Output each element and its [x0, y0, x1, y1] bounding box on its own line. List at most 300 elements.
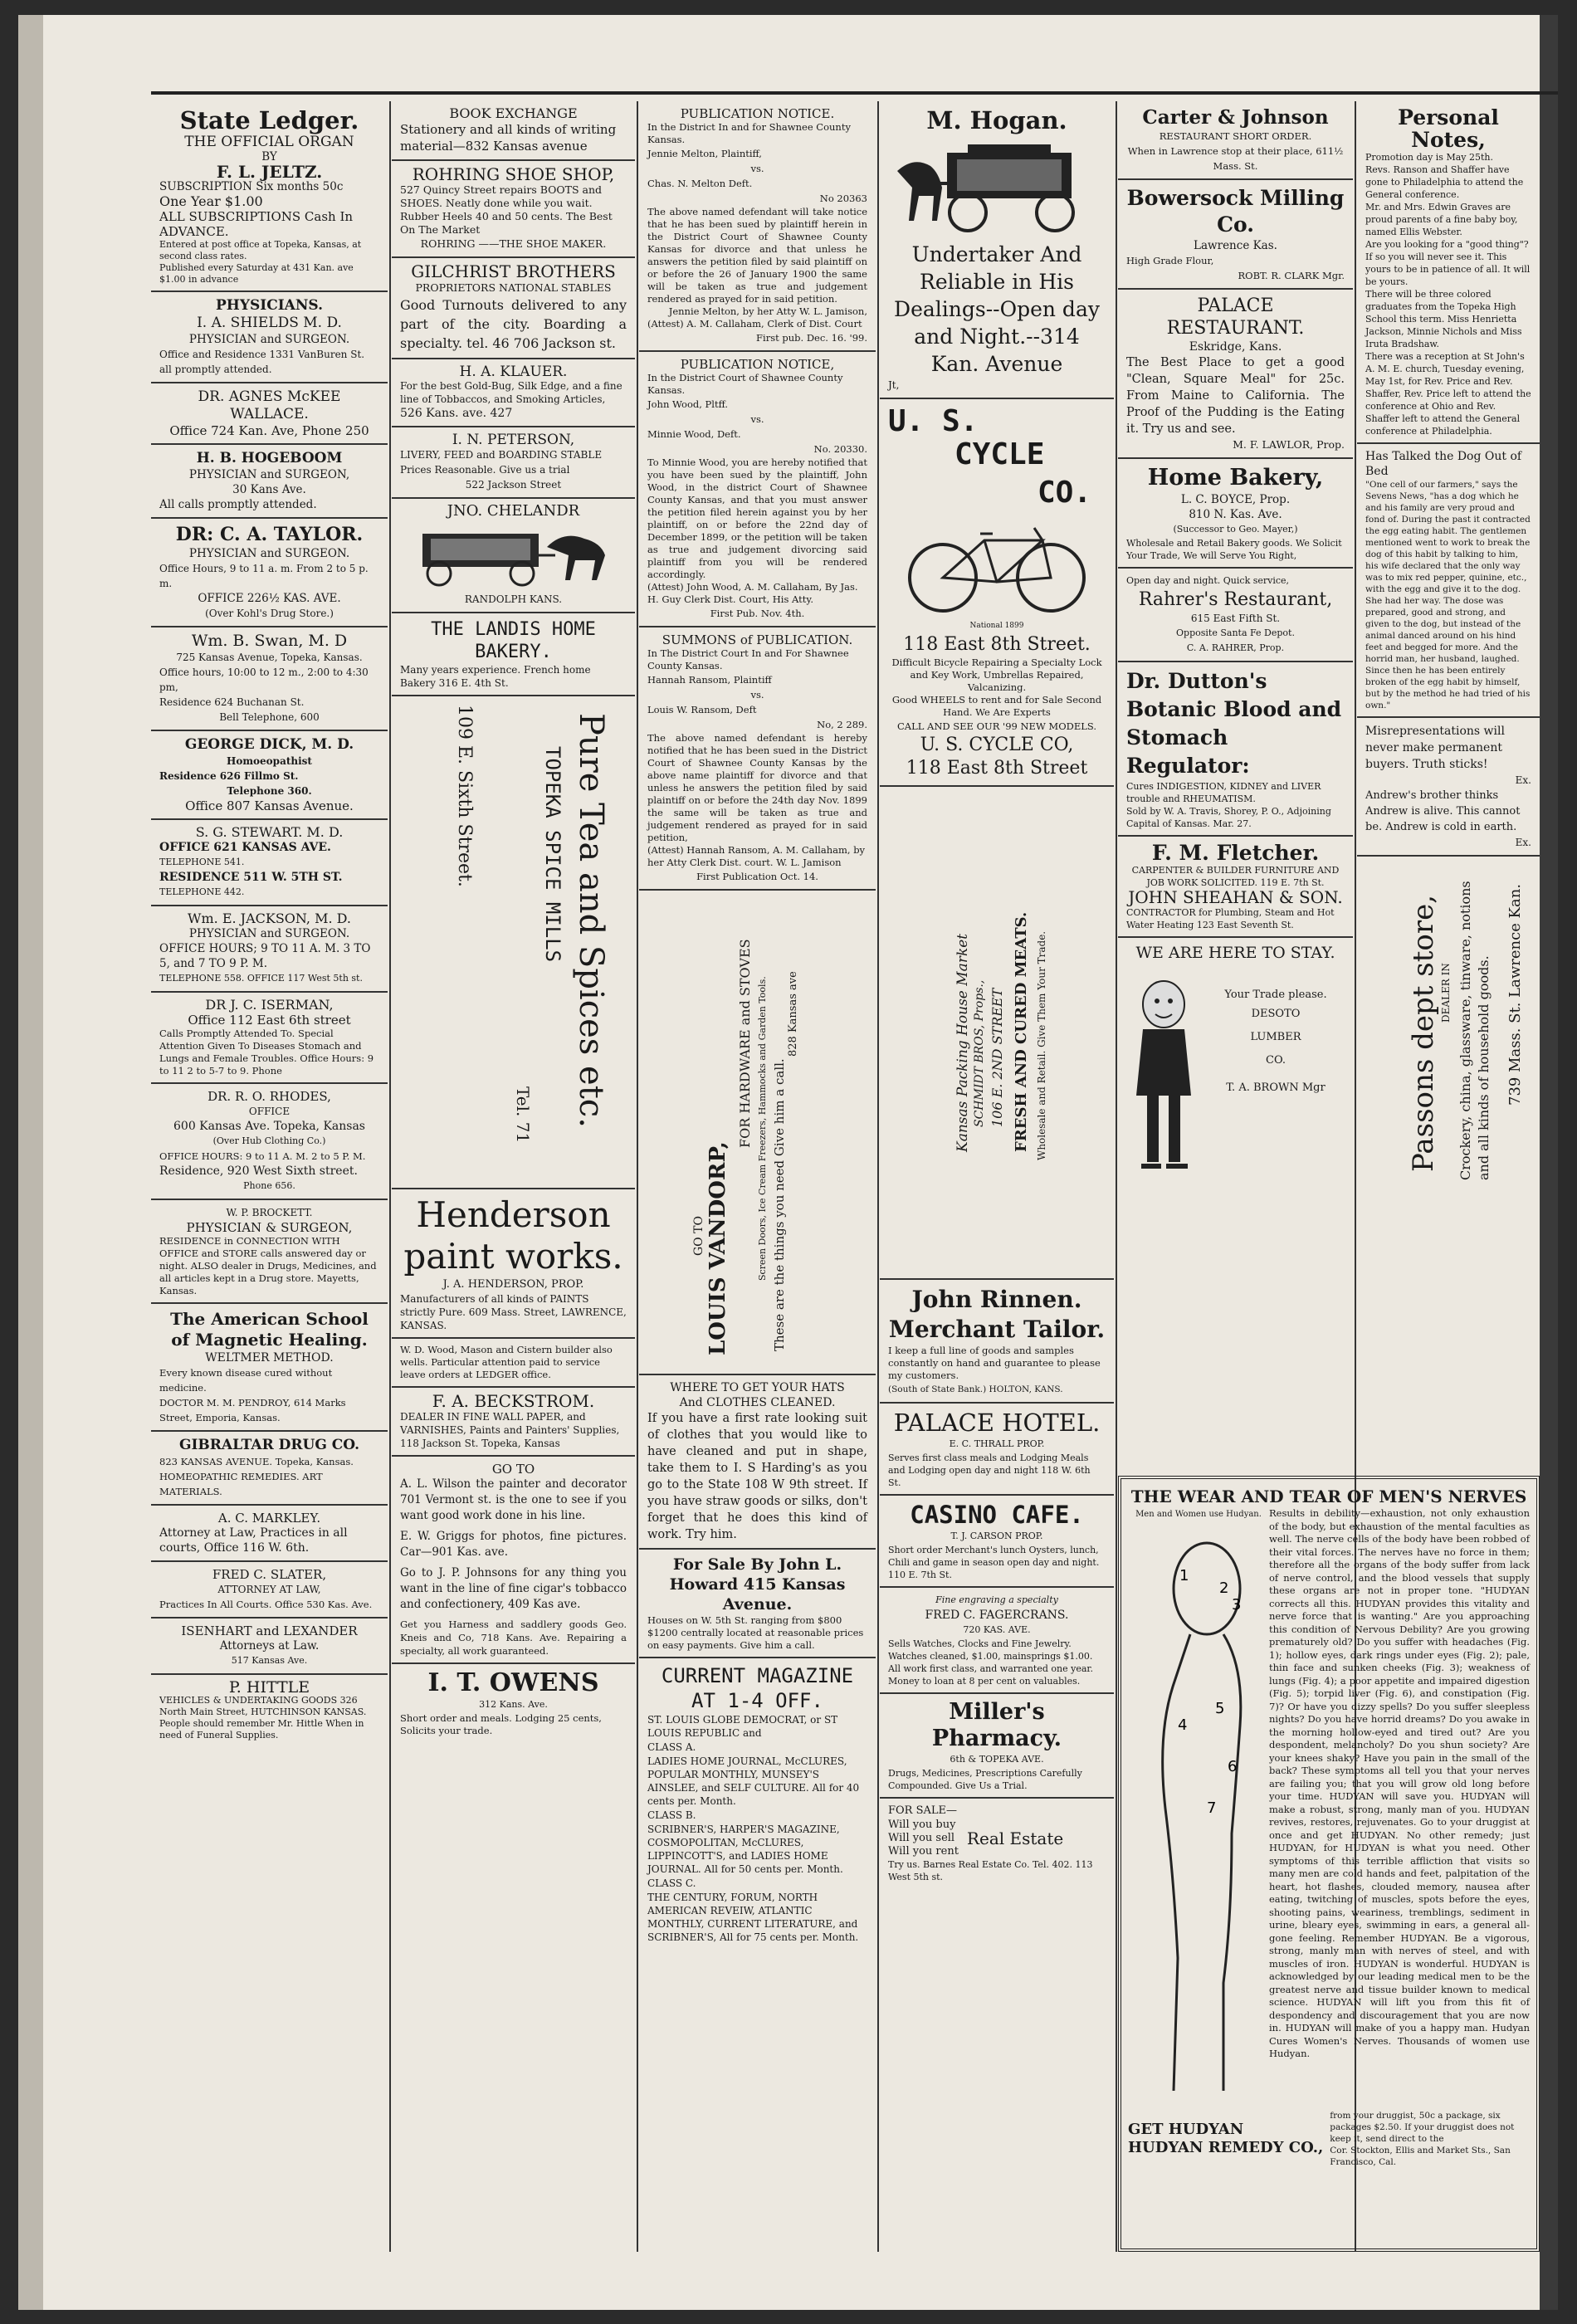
ad-casino — [880, 1496, 1114, 1588]
ad-text: Difficult Bicycle Repairing a Specialty Lock and Key Work, Umbrellas Repaired, Valcanizing. — [891, 657, 1102, 693]
ad-text: FOR HARDWARE and STOVES — [737, 939, 753, 1148]
ad-text: Prices Reasonable. Give us a trial — [400, 464, 570, 476]
note-text: Revs. Ranson and Shaffer have gone to Philadelphia to attend the General conference. — [1365, 164, 1524, 200]
ad-title: LIVERY, FEED and BOARDING STABLE — [400, 449, 603, 461]
ad-name: PALACE HOTEL. — [893, 1409, 1101, 1437]
ad-name: W. P. BROCKETT. — [226, 1207, 313, 1218]
ad-text: 823 KANSAS AVENUE. Topeka, Kansas. HOMEOPATHIC REMEDIES. ART MATERIALS. — [159, 1456, 354, 1497]
ad-name: F. M. Fletcher. — [1151, 841, 1320, 865]
ad-name: FRED C. SLATER, — [212, 1567, 327, 1582]
notice-text: First pub. Dec. 16. '99. — [756, 332, 867, 344]
ad-text: LUMBER — [1250, 1031, 1301, 1043]
ad-name: CASINO CAFE. — [910, 1501, 1084, 1529]
ad-name: F. A. BECKSTROM. — [432, 1391, 595, 1411]
notice-head: PUBLICATION NOTICE. — [680, 106, 835, 121]
ad-name: I. A. SHIELDS M. D. — [197, 315, 342, 331]
fig-label: 4 — [1178, 1716, 1188, 1734]
notice-text: Louis W. Ransom, Deft — [647, 704, 757, 715]
subs-line: SUBSCRIPTION Six months 50c — [159, 180, 344, 193]
ad-title: PHYSICIAN and SURGEON. — [188, 547, 350, 560]
ad-text: RESIDENCE 511 W. 5TH ST. — [159, 871, 343, 884]
ad-text: Go to J. P. Johnsons for any thing you want in the line of fine cigar's tobbacco and confectionery, 409 Kas ave. — [400, 1566, 627, 1611]
ad-name: ROHRING SHOE SHOP, — [412, 164, 615, 184]
ad-dick — [151, 731, 388, 820]
masthead — [151, 101, 388, 292]
notice-text: Minnie Wood, Deft. — [647, 428, 741, 440]
ad-passons — [1357, 857, 1540, 1199]
hearse-illustration — [889, 138, 1105, 237]
ad-text: A. L. Wilson the painter and decorator 701 Vermont st. is the one to see if you want good work done in his line. — [400, 1477, 627, 1522]
ad-name: Dr. Dutton's Botanic Blood and Stomach Regulator: — [1126, 669, 1342, 778]
ad-name: GET HUDYAN — [1128, 2121, 1244, 2138]
ad-text: RESIDENCE in CONNECTION WITH OFFICE and STORE calls answered day or night. ALSO dealer in Drugs, Medicines, and all articles kept in a Drug store. Mayetts, Kansas. — [159, 1235, 377, 1296]
note-text: There was a reception at St John's A. M. E. church, Tuesday evening, May 1st, for Rev. Price and Rev. Shaffer, Rev. Price left to attend the conference at Ohio and Rev. Shaffer left to attend the General conference at Philadelphia. — [1365, 351, 1531, 437]
ad-text: Office 724 Kan. Ave, Phone 250 — [169, 423, 369, 438]
ad-text: Cor. Stockton, Ellis and Market Sts., San Francisco, Cal. — [1330, 2146, 1511, 2167]
ad-text: 106 E. 2ND STREET — [989, 988, 1005, 1127]
hudyan-footer — [1128, 2110, 1530, 2168]
ad-text: 720 KAS. AVE. — [963, 1624, 1031, 1635]
ad-text: L. C. BOYCE, Prop. — [1180, 493, 1291, 506]
ad-text: 312 Kans. Ave. — [479, 1699, 548, 1710]
realestate-row — [888, 1819, 1106, 1858]
notice-text: In The District Court In and For Shawnee County Kansas. — [647, 647, 849, 671]
ad-text: 6th & TOPEKA AVE. — [950, 1754, 1044, 1765]
ad-text: Residence 626 Fillmo St. — [159, 770, 299, 782]
ad-text: High Grade Flour, — [1126, 255, 1214, 266]
ad-name: Bowersock Milling Co. — [1126, 186, 1345, 237]
hearse-illustration — [406, 522, 622, 588]
ad-title: And CLOTHES CLEANED. — [679, 1396, 836, 1409]
ad-text: CLASS C. — [647, 1877, 696, 1889]
masthead-title: State Ledger. — [179, 106, 359, 134]
ad-text: (Successor to Geo. Mayer,) — [1173, 524, 1298, 535]
note-text: Andrew's brother thinks Andrew is alive. This cannot be. Andrew is cold in earth. — [1365, 789, 1521, 833]
ad-name: M. Hogan. — [926, 106, 1067, 134]
notice-ransom — [639, 627, 876, 891]
ad-caption: National 1899 — [969, 622, 1024, 630]
ad-name: JNO. CHELANDR — [447, 502, 580, 520]
ad-title: RESTAURANT SHORT ORDER. — [1159, 130, 1312, 142]
ad-text: I keep a full line of goods and samples constantly on hand and guarantee to please my customers. — [888, 1345, 1101, 1381]
ad-markley — [151, 1506, 388, 1562]
ad-rhodes — [151, 1084, 388, 1200]
ad-title: PHYSICIAN and SURGEON. — [188, 333, 350, 346]
ad-name: Passons dept store, — [1407, 894, 1440, 1172]
ad-goto — [392, 1457, 635, 1664]
notice-text: Jennie Melton, Plaintiff, — [647, 148, 762, 159]
ad-text: TELEPHONE 558. OFFICE 117 West 5th st. — [159, 973, 363, 984]
ad-text: The Best Place to get a good "Clean, Square Meal" for 25c. From Maine to California. The Proof of the Pudding is the Eating it. Try us and see. — [1126, 356, 1345, 436]
notice-text: Chas. N. Melton Deft. — [647, 178, 753, 189]
ad-text: 600 Kansas Ave. Topeka, Kansas — [173, 1120, 365, 1133]
ad-landis — [392, 613, 635, 696]
notice-text: To Minnie Wood, you are hereby notified that you have been sued by the plaintiff, John Wood, in the district Court of Shawnee County Kansas, and that you must answer the petition filed herein against you by her plaintiff, on or before the 22nd day of December 1899, or the petition will be taken as true and judgement divorcing said plaintiff from you will be rendered accordingly. — [647, 456, 867, 580]
ad-title: T. J. CARSON PROP. — [950, 1531, 1043, 1541]
section-head: Has Talked the Dog Out of Bed — [1365, 450, 1522, 478]
fig-label: 1 — [1179, 1567, 1189, 1584]
ad-brockett — [151, 1200, 388, 1304]
notice-text: vs. — [750, 163, 764, 174]
notice-melton — [639, 101, 876, 352]
ad-name: U. S. — [888, 404, 979, 438]
ad-stewart — [151, 820, 388, 906]
column-rule — [877, 101, 879, 2252]
ad-text: Telephone 360. — [227, 785, 312, 797]
ad-text: Wholesale and Retail. Give Them Your Trade. — [1036, 930, 1047, 1160]
ad-text: Get you Harness and saddlery goods Geo. Kneis and Co, 718 Kans. Ave. Repairing a specialty, all work guaranteed. — [400, 1618, 627, 1657]
ad-text: DOCTOR M. M. PENDROY, 614 Marks Street, Emporia, Kansas. — [159, 1397, 346, 1423]
subs-line: One Year $1.00 — [159, 193, 263, 209]
notice-text: In the District Court of Shawnee County Kansas. — [647, 372, 843, 396]
ad-text: (Over Kohl's Drug Store.) — [205, 608, 334, 619]
ad-title: PHYSICIAN & SURGEON, — [186, 1220, 353, 1235]
ad-text: T. A. BROWN Mgr — [1226, 1081, 1326, 1094]
ad-text: 109 E. Sixth Street. — [454, 705, 475, 887]
ad-dutton — [1118, 662, 1353, 837]
ad-text: 725 Kansas Avenue, Topeka, Kansas. — [176, 652, 363, 663]
note-text: There will be three colored graduates from the Topeka High School this term. Miss Henrietta Jackson, Minnie Nichols and Miss Iruta Bradshaw. — [1365, 289, 1522, 349]
note-text: Promotion day is May 25th. — [1365, 152, 1493, 163]
ad-cycle — [880, 399, 1114, 787]
notice-text: (Attest) Hannah Ransom, A. M. Callaham, by her Atty Clerk Dist. court. W. L. Jamison — [647, 844, 866, 868]
ad-text: 526 Kans. ave. 427 — [400, 407, 513, 420]
ad-name: DR J. C. ISERMAN, — [205, 997, 334, 1013]
ad-text: from your druggist, 50c a package, six packages $2.50. If your druggist does not keep it, send direct to the — [1330, 2111, 1515, 2144]
notice-text: (Attest) John Wood, A. M. Callaham, By Jas. H. Guy Clerk Dist. Court, His Atty. — [647, 581, 858, 605]
ad-carter — [1118, 101, 1353, 180]
note-text: Ex. — [1515, 837, 1531, 848]
ad-text: DEALER IN — [1440, 963, 1452, 1023]
cycle-heading — [888, 404, 1106, 512]
ad-school — [151, 1304, 388, 1432]
ad-text: Eskridge, Kans. — [1189, 340, 1282, 354]
ad-text: Office Hours, 9 to 11 a. m. From 2 to 5 p. m. — [159, 563, 369, 589]
ad-text: 527 Quincy Street repairs BOOTS and SHOES. Neatly done while you wait. Rubber Heels 40 and 50 cents. The Best On The Market — [400, 183, 613, 236]
note-text: Ex. — [1515, 774, 1531, 786]
ad-text: 517 Kansas Ave. — [231, 1655, 308, 1666]
ad-text: Good WHEELS to rent and for Sale Second Hand. We Are Experts — [891, 694, 1102, 718]
ad-chelandr — [392, 499, 635, 613]
ad-name: LOUIS VANDORP, — [706, 1141, 730, 1355]
ad-tea — [392, 696, 635, 1189]
ad-text: 118 East 8th Street — [906, 758, 1088, 779]
ad-palace-hotel — [880, 1404, 1114, 1496]
ad-desoto — [1118, 938, 1353, 1197]
ad-name: S. G. STEWART. M. D. — [195, 824, 344, 840]
section-head: PHYSICIANS. — [215, 297, 323, 314]
ad-hudyan — [1118, 1476, 1540, 2252]
ad-text: Tel. 71 — [513, 1086, 533, 1144]
column-3 — [639, 101, 876, 2252]
notice-text: (Attest) A. M. Callaham, Clerk of Dist. Court — [647, 318, 862, 330]
ad-text: 615 East Fifth St. — [1190, 613, 1281, 624]
man-illustration — [1126, 979, 1201, 1179]
ad-text: (South of State Bank.) HOLTON, KANS. — [888, 1384, 1063, 1394]
fig-label: 6 — [1228, 1758, 1238, 1775]
ad-text: CARPENTER & BUILDER FURNITURE AND JOB WORK SOLICITED. 119 E. 7th St. — [1131, 865, 1340, 888]
ad-name: CURRENT MAGAZINE AT 1-4 OFF. — [661, 1664, 854, 1712]
ad-text: Office 807 Kansas Avenue. — [185, 798, 354, 813]
ad-text: Practices In All Courts. Office 530 Kas. Ave. — [159, 1599, 373, 1610]
ad-text: OFFICE HOURS: 9 to 11 A. M. 2 to 5 P. M. — [159, 1150, 366, 1162]
ad-text: LADIES HOME JOURNAL, McCLURES, POPULAR MONTHLY, MUNSEY'S AINSLEE, and SELF CULTURE. All for 40 cents per. Month. — [647, 1755, 860, 1807]
hudyan-body — [1128, 1507, 1530, 2107]
ad-name: H. A. KLAUER. — [459, 364, 568, 380]
ad-text: OFFICE 621 KANSAS AVE. — [159, 841, 331, 854]
hudyan-text — [1269, 1507, 1530, 2107]
ad-text: SCHMIDT BROS, Props., — [973, 979, 986, 1127]
ad-text: THE CENTURY, FORUM, NORTH AMERICAN REVEIW, ATLANTIC MONTHLY, CURRENT LITERATURE, and SCRIBNER'S, All for 75 cents per. Month. — [647, 1892, 859, 1943]
ad-jackson — [151, 906, 388, 993]
ad-packing — [880, 787, 1114, 1280]
ad-text: CONTRACTOR for Plumbing, Steam and Hot Water Heating 123 East Seventh St. — [1126, 907, 1335, 930]
ad-henderson — [392, 1189, 635, 1339]
ad-title: PHYSICIAN and SURGEON, — [188, 468, 350, 481]
ad-name: Kansas Packing House Market — [954, 933, 971, 1152]
subs-line: Published every Saturday at 431 Kan. ave $1.00 in advance — [159, 262, 354, 285]
ad-text: (Over Hub Clothing Co.) — [212, 1135, 326, 1146]
ad-text: OFFICE HOURS; 9 TO 11 A. M. 3 TO 5, and 7 TO 9 P. M. — [159, 942, 371, 970]
ad-text: Lawrence Kas. — [1194, 239, 1277, 252]
ad-rinnen — [880, 1280, 1114, 1404]
ad-realestate — [880, 1799, 1114, 1888]
ad-text: All calls promptly attended. — [159, 498, 317, 511]
ad-text: Cures INDIGESTION, KIDNEY and LIVER trouble and RHEUMATISM. — [1126, 781, 1321, 804]
ad-name: FRED C. FAGERCRANS. — [925, 1609, 1069, 1622]
ad-text: Results in debility—exhaustion, not only exhaustion of the body, but exhaustion of the mental faculties as well. The nerve cells of the body have been robbed of their vital forces. The nerves have no force in them; therefore all the organs of the body suffer from lack of nerve control, and the blood vessels that supply these organs are not in proper tone. "HUDYAN corrects all this. HUDYAN provides this vitality and nerve force that is wanting." Are you approaching this condition of Nervous Debility? Are you growing prematurely old? Do you suffer with headaches (Fig. 1); hollow eyes, dark rings under eyes (Fig. 2); pale, thin face and sunken cheeks (Fig. 3); weakness of lungs (Fig. 4); a poor appetite and impaired digestion (Fig. 5); torpid liver (Fig. 6), and constipation (Fig. 7)? Or have you dizzy spells? Do you suffer sleepless nights? Do you have horrid dreams? Do you awake in the morning hollow-eyed and tired out? Are you despondent, melancholy? Do you shun society? Are your knees shaky? Have you pain in the small of the back? These symptoms all tell you that your nerves are failing you; that you will grow old long before your time. HUDYAN will save you. HUDYAN will make a robust, strong, manly man of you. HUDYAN revives, restores, rejuvenates. Go to your druggist at once and get HUDYAN. No other remedy; just HUDYAN, for HUDYAN is what you need. Other symptoms of this terrible affliction that visits so many men are cold hands and feet, palpitation of the heart, hot flashes, clouded memory, nausea after eating, twitching of muscles, spots before the eyes, shooting pains, weariness, tremblings, sediment in urine, bleary eyes, swimming in ears, a general all-gone feeling. Remember HUDYAN. Be a vigorous, strong, manly man with nerves of steel, and with muscles of iron. HUDYAN is wonderful. HUDYAN is acknowledged by our leading medical men to be the greatest nerve and tissue builder known to medical science. HUDYAN will lift you from this fit of despondency and discouragement that you are now in. HUDYAN will make of you a happy man. Hudyan Cures Women's Nerves. Thousands of women use Hudyan. — [1269, 1507, 1530, 2059]
ad-title: E. C. THRALL PROP. — [949, 1438, 1045, 1449]
ad-name: FOR SALE— — [888, 1804, 958, 1817]
ad-name: WHERE TO GET YOUR HATS — [670, 1381, 845, 1394]
ad-text: When in Lawrence stop at their place, 611½ Mass. St. — [1127, 145, 1344, 172]
column-rule — [389, 101, 391, 2252]
bicycle-illustration — [901, 515, 1092, 615]
ad-taylor — [151, 519, 388, 627]
ad-magazine — [639, 1658, 876, 1949]
scan-border — [18, 15, 43, 2310]
ad-home-bakery — [1118, 459, 1353, 569]
ad-name: GILCHRIST BROTHERS — [411, 261, 616, 281]
ad-text: Will you rent — [888, 1845, 959, 1858]
notice-text: First Publication Oct. 14. — [696, 871, 818, 882]
ad-text: 828 Kansas ave — [787, 971, 799, 1057]
ad-title: WELTMER METHOD. — [205, 1351, 334, 1365]
ad-text: Short order and meals. Lodging 25 cents, Solicits your trade. — [400, 1712, 602, 1736]
ad-text: For the best Gold-Bug, Silk Edge, and a fine line of Tobbaccos, and Smoking Articles, — [400, 380, 622, 405]
ad-fletcher — [1118, 837, 1353, 938]
notice-text: The above named defendant will take notice that he has been sued by plaintiff herein in the District Court of Shawnee County Kansas for divorce and that unless he answers the petition filed by said plaintiff on or before the 26 of January 1900 the same will be taken as true and judgement rendered as prayed for in said petition. — [647, 206, 867, 305]
ad-name: I. T. OWENS — [427, 1668, 599, 1697]
ad-fagercrans — [880, 1588, 1114, 1694]
ad-name: THE LANDIS HOME BAKERY. — [431, 619, 596, 662]
column-rule — [1116, 101, 1117, 2252]
notice-text: Hannah Ransom, Plaintiff — [647, 674, 772, 686]
ad-title: TOPEKA SPICE MILLS — [541, 746, 564, 963]
ad-isenhart — [151, 1618, 388, 1675]
ad-text: These are the things you need Give him a call. — [772, 1058, 787, 1351]
ad-text: TELEPHONE 541. — [159, 857, 245, 867]
ad-text: 810 N. Kas. Ave. — [1189, 508, 1282, 521]
ad-text: SCRIBNER'S, HARPER'S MAGAZINE, COSMOPOLITAN, McCLURES, LIPPINCOTT'S, and LADIES HOME JOURNAL. All for 50 cents per. Month. — [647, 1824, 843, 1875]
ad-text: Opposite Santa Fe Depot. — [1176, 627, 1295, 638]
column-2 — [392, 101, 635, 2252]
ad-text: ROHRING ——THE SHOE MAKER. — [420, 237, 607, 250]
masthead-editor: F. L. JELTZ. — [216, 162, 323, 182]
top-rule — [151, 91, 1558, 95]
ad-name: P. HITTLE — [228, 1678, 310, 1697]
hudyan-brand — [1128, 2121, 1323, 2157]
ad-palace-rest — [1118, 290, 1353, 459]
note-text: Are you looking for a "good thing"? If so you will never see it. This yours to be in patience of all. It will be yours. — [1365, 239, 1531, 287]
ad-text: 118 East 8th Street. — [903, 634, 1091, 655]
ad-text: VEHICLES & UNDERTAKING GOODS 326 North Main Street, HUTCHINSON KANSAS. People should remember Mr. Hittle When in need of Funeral Supplies. — [159, 1695, 367, 1741]
ad-text: Screen Doors, Ice Cream Freezers, Hammocks and Garden Tools. — [757, 976, 768, 1281]
ad-text: 522 Jackson Street — [465, 479, 562, 491]
ad-text: If you have a first rate looking suit of clothes that you would like to have cleaned and put in shape, take them to I. S Harding's as you go to the State 108 W 9th street. If you have straw goods or silks, don't forget that he does this kind of work. Try him. — [647, 1412, 867, 1541]
ad-text: Attorneys at Law. — [219, 1639, 320, 1653]
column-1 — [151, 101, 388, 2252]
ad-text: Office 112 East 6th street — [188, 1013, 351, 1028]
ad-text: Many years experience. French home Bakery 316 E. 4th St. — [400, 664, 591, 689]
ad-text: Real Estate — [966, 1828, 1064, 1848]
hudyan-footer-text — [1323, 2110, 1530, 2168]
ad-name: Home Bakery, — [1147, 465, 1324, 491]
ad-text: Good Turnouts delivered to any part of the city. Boarding a specialty. tel. 46 706 Jackson st. — [400, 297, 627, 351]
ad-caption: Men and Women use Hudyan. — [1135, 1510, 1262, 1519]
fig-label: 5 — [1215, 1700, 1225, 1717]
column-6 — [1357, 101, 1540, 1472]
ad-text: Sold by W. A. Travis, Shorey, P. O., Adjoining Capital of Kansas. Mar. 27. — [1126, 806, 1331, 829]
ad-owens — [392, 1664, 635, 1742]
subs-line: ALL SUBSCRIPTIONS Cash In ADVANCE. — [159, 209, 354, 239]
ad-howard — [639, 1550, 876, 1658]
personal-notes — [1357, 101, 1540, 444]
ad-text: TELEPHONE 442. — [159, 886, 245, 897]
ad-text: Office hours, 10:00 to 12 m., 2:00 to 4:30 pm, — [159, 666, 369, 693]
ad-name: THE WEAR AND TEAR OF MEN'S NERVES — [1130, 1487, 1527, 1506]
note-text: Misrepresentations will never make permanent buyers. Truth sticks! — [1365, 725, 1505, 771]
ad-name: For Sale By John L. Howard 415 Kansas Avenue. — [669, 1555, 846, 1614]
ad-text: Residence 624 Buchanan St. — [159, 696, 305, 708]
ad-name: DR: C. A. TAYLOR. — [175, 524, 364, 545]
ad-text: M. F. LAWLOR, Prop. — [1233, 438, 1345, 451]
ad-name: Miller's Pharmacy. — [931, 1699, 1062, 1751]
scan-border-right — [1540, 15, 1558, 2310]
ad-text: Bell Telephone, 600 — [219, 711, 320, 723]
section-head: Personal Notes, — [1398, 105, 1499, 152]
ad-text: Try us. Barnes Real Estate Co. Tel. 402. 113 West 5th st. — [888, 1859, 1093, 1882]
notice-text: No 20363 — [819, 193, 867, 204]
column-rule — [637, 101, 638, 2252]
ad-title: Homoeopathist — [227, 755, 312, 767]
newspaper-page — [18, 15, 1558, 2310]
ad-text: Residence, 920 West Sixth street. — [159, 1164, 358, 1178]
ad-name: H. B. HOGEBOOM — [196, 450, 343, 466]
ad-name: CYCLE — [954, 437, 1045, 471]
ad-text: W. D. Wood, Mason and Cistern builder also wells. Particular attention paid to service leave orders at LEDGER office. — [400, 1344, 613, 1380]
ad-text: Your Trade please. — [1224, 989, 1327, 1001]
ad-title: PHYSICIAN and SURGEON. — [188, 927, 350, 940]
ad-name: DR. AGNES McKEE WALLACE. — [198, 388, 341, 422]
notice-head: PUBLICATION NOTICE, — [680, 357, 835, 372]
ad-title: ATTORNEY AT LAW, — [217, 1584, 321, 1595]
ad-pre: Open day and night. Quick service, — [1126, 575, 1290, 586]
ad-text: Manufacturers of all kinds of PAINTS strictly Pure. 609 Mass. Street, LAWRENCE, KANSAS. — [400, 1293, 627, 1331]
ad-text: Houses on W. 5th St. ranging from $800 $1200 centrally located at reasonable prices on easy payments. Give him a call. — [647, 1614, 864, 1651]
ad-name: A. C. MARKLEY. — [217, 1511, 321, 1526]
ad-text: Phone 656. — [243, 1180, 295, 1191]
ad-name: Wm. B. Swan, M. D — [191, 632, 348, 650]
ad-text: Office and Residence 1331 VanBuren St. all promptly attended. — [159, 349, 365, 375]
ad-text: Calls Promptly Attended To. Special Attention Given To Diseases Stomach and Lungs and Female Troubles. Office Hours: 9 to 11 2 to 5-7 to 9. Phone — [159, 1028, 374, 1077]
ad-text: DESOTO — [1251, 1008, 1301, 1020]
notice-text: vs. — [750, 413, 764, 425]
ad-rahrer — [1118, 569, 1353, 662]
ad-text: 739 Mass. St. Lawrence Kan. — [1506, 883, 1524, 1106]
notice-text: Jennie Melton, by her Atty W. L. Jamison, — [668, 305, 867, 317]
ad-text: OFFICE 226½ KAS. AVE. — [198, 592, 341, 605]
notice-text: In the District In and for Shawnee County Kansas. — [647, 121, 851, 145]
ad-text: C. A. RAHRER, Prop. — [1186, 642, 1285, 653]
ad-rohring — [392, 161, 635, 258]
ad-name: HUDYAN REMEDY CO., — [1128, 2139, 1324, 2156]
ad-name: DR. R. O. RHODES, — [208, 1089, 331, 1104]
column-5 — [1118, 101, 1353, 1472]
ad-text: Short order Merchant's lunch Oysters, lunch, Chili and game in season open day and night. 110 E. 7th St. — [888, 1545, 1100, 1580]
notice-text: John Wood, Pltff. — [647, 398, 729, 410]
ad-name: GIBRALTAR DRUG CO. — [178, 1437, 360, 1453]
column-4 — [880, 101, 1114, 2252]
ad-text: Every known disease cured without medicine. — [159, 1367, 333, 1394]
misrep-note — [1357, 718, 1540, 857]
ad-shields — [151, 292, 388, 383]
realestate-lines — [888, 1819, 959, 1858]
ad-name: Carter & Johnson — [1142, 106, 1329, 129]
ad-name: WE ARE HERE TO STAY. — [1135, 944, 1335, 962]
masthead-by: BY — [261, 150, 277, 164]
human-figure-illustration — [1128, 1522, 1269, 2103]
ad-name: BOOK EXCHANGE — [449, 105, 578, 121]
ad-text: FRESH AND CURED MEATS. — [1013, 911, 1030, 1152]
ad-slater — [151, 1562, 388, 1618]
ad-text: CLASS A. — [647, 1741, 696, 1753]
ad-klauer — [392, 359, 635, 427]
ad-text: Serves first class meals and Lodging Meals and Lodging open day and night 118 W. 6th St. — [888, 1452, 1091, 1488]
ad-name: JOHN SHEAHAN & SON. — [1128, 887, 1343, 907]
dog-story — [1357, 444, 1540, 718]
ad-text: RANDOLPH KANS. — [464, 593, 563, 605]
ad-text: ROBT. R. CLARK Mgr. — [1238, 270, 1345, 281]
ad-text: DEALER IN FINE WALL PAPER, and VARNISHES, Paints and Painters' Supplies, 118 Jackson St. Topeka, Kansas — [400, 1411, 620, 1449]
ad-wallace — [151, 383, 388, 445]
masthead-sub: THE OFFICIAL ORGAN — [184, 134, 354, 150]
ad-title: PROPRIETORS NATIONAL STABLES — [415, 281, 612, 294]
ad-text: Will you buy — [888, 1819, 956, 1831]
ad-name: Pure Tea and Spices etc. — [572, 713, 610, 1128]
ad-pre: Fine engraving a specialty — [935, 1594, 1058, 1605]
ad-vandorp — [639, 891, 876, 1375]
ad-text: Sells Watches, Clocks and Fine Jewelry. Watches cleaned, $1.00, mainsprings $1.00. All work first class, and warranted one year. Money to loan at 8 per cent on valuables. — [888, 1638, 1093, 1687]
desoto-text — [1218, 988, 1334, 1096]
ad-iserman — [151, 993, 388, 1084]
fig-label: 2 — [1219, 1579, 1229, 1597]
ad-text: U. S. CYCLE CO, — [920, 735, 1074, 755]
ad-text: Attorney at Law, Practices in all courts, Office 116 W. 6th. — [159, 1526, 348, 1555]
notice-head: SUMMONS of PUBLICATION. — [662, 632, 853, 647]
ad-miller — [880, 1694, 1114, 1799]
ad-name: CO. — [1038, 476, 1092, 510]
